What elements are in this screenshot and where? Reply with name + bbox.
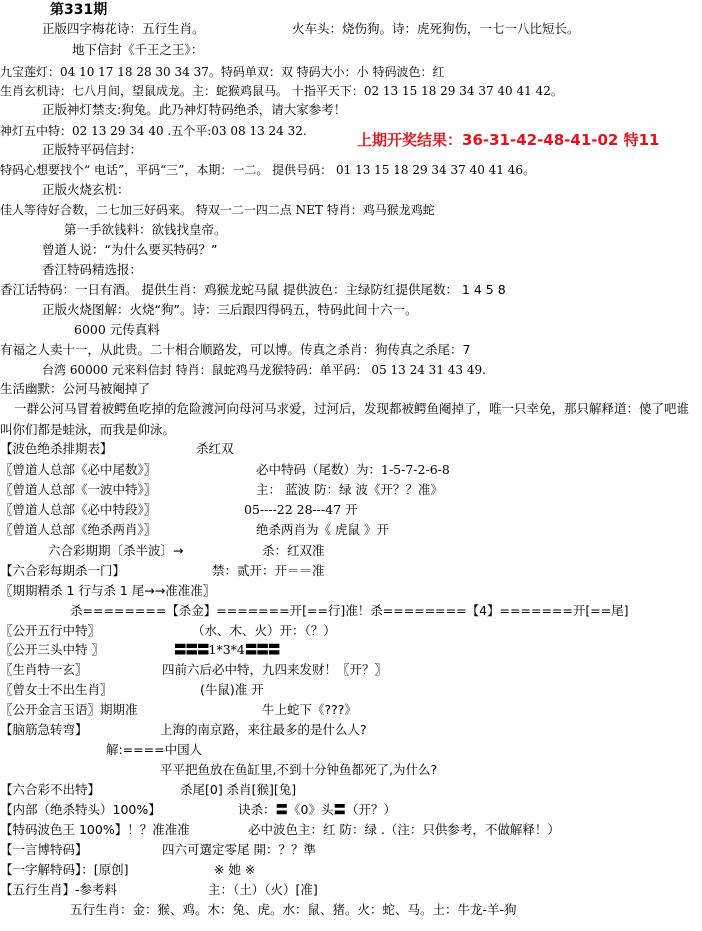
three-heads-value	[174, 641, 702, 659]
no-special-title: 【六合彩不出特】	[0, 782, 101, 797]
beauty-waiting-line: 佳人等待好合数，二七加三好码来。 特双一二一四二点 NET 特肖：鸡马猴龙鸡蛇	[0, 203, 435, 217]
flat-code-envelope-line: 正版特平码信封：	[42, 142, 143, 157]
one-word-title: 【一言博特码】	[0, 842, 88, 857]
ms-zeng-value: (牛鼠)准 开	[200, 682, 264, 697]
first-hand-line: 第一手欲钱料：欲钱找皇帝。	[64, 222, 227, 237]
golden-words-value: 牛上蛇下《???》	[262, 702, 357, 717]
zeng-tail-value: 必中特码（尾数）为：1-5-7-2-6-8	[256, 462, 450, 477]
internal-kill-value: 诀杀：〓《0》头〓（开？）	[238, 802, 396, 817]
zeng-wave-value: 主： 蓝波 防：绿 波《开？？准》	[256, 482, 443, 497]
wave-king-value: 必中波色主：红 防：绿 .（注：只供参考，不做解释！）	[248, 822, 560, 837]
phone-riddle-line: 特码心想要找个“ 电话”，平码“三”，本期：一二。 提供号码： 01 13 15 18 29 34 37 40 41 46。	[0, 163, 536, 177]
zodiac-mystery-title: 〖生肖特一玄〗	[0, 662, 88, 677]
golden-words-title: 〖公开金言玉语〗期期准	[0, 702, 138, 717]
taiwan-envelope-line: 台湾 60000 元来料信封 特肖：鼠蛇鸡马龙猴特码：单平码： 05 13 24 31 43 49.	[42, 363, 486, 377]
precise-kill-value: 杀========【杀金】=======开[==行]准！杀========【4】=======开[==尾]	[70, 603, 629, 618]
internal-kill-title: 【内部（绝杀特头）100%】	[0, 802, 161, 817]
xiangjiang-words-line: 香江话特码：一日有酒。 提供生肖：鸡猴龙蛇马鼠 提供波色：主绿防红提供尾数： 1 4 5 8	[0, 282, 506, 297]
five-zodiac-main: 主：（土）（火）[准]	[208, 882, 318, 897]
block-marks-left: 〓〓〓	[174, 642, 209, 657]
three-heads-digits: 1*3*4	[208, 642, 245, 657]
three-heads-title: 〖公开三头中特 〗	[0, 642, 104, 657]
zodiac-mystery-value: 四前六后必中特，九四来发财！〖开？〗	[162, 662, 388, 677]
brain-teaser-answer: 解:====中国人	[106, 742, 203, 757]
kill-one-door-value: 禁：贰开：开＝＝准	[212, 563, 325, 578]
lotus-lamp-line: 九宝莲灯：04 10 17 18 28 30 34 37。特码单双：双 特码大小：小 特码波色：红	[0, 65, 445, 79]
one-word-value: 四六可選定零尾 開：？？準	[162, 842, 316, 857]
one-char-title: 【一字解特码】：[原创]	[0, 862, 129, 877]
five-zodiac-list: 五行生肖：金：猴、鸡。木：兔、虎。水：鼠、猪。火：蛇、马。土：牛龙-羊-狗	[70, 902, 517, 917]
underground-envelope-line: 地下信封《千王之王》：	[72, 42, 204, 57]
precise-kill-title: 〖期期精杀 1 行与杀 1 尾→→准准准〗	[0, 583, 216, 598]
fire-riddle-title: 正版火烧玄机：	[42, 182, 130, 197]
last-draw-result: 上期开奖结果：36-31-42-48-41-02 特11	[357, 131, 660, 149]
one-char-value: ※ 她 ※	[214, 862, 256, 877]
kill-one-door-title: 【六合彩每期杀一门】	[0, 563, 126, 578]
zeng-tail-title: 〖曾道人总部《必中尾数》〗	[0, 462, 157, 477]
lamp-five-line: 神灯五中特：02 13 29 34 40 .五个平:03 08 13 24 32.	[0, 124, 307, 138]
block-marks-right: 〓〓〓	[244, 642, 280, 657]
zeng-section-title: 〖曾道人总部《必中特段》〗	[0, 502, 157, 517]
half-wave-title: 六合彩期期〔杀半波〕→	[48, 543, 184, 558]
five-elements-value: （水、木、火）开：（？）	[192, 623, 336, 638]
brain-teaser-title: 【脑筋急转弯】	[0, 722, 88, 737]
wave-kill-value: 杀红双	[196, 441, 234, 456]
zodiac-riddle-line: 生肖玄机诗：七八月间，望鼠成龙。主：蛇猴鸡鼠马。 十指平天下：02 13 15 18 29 34 37 40 41 42。	[0, 84, 563, 98]
zeng-section-value: 05----22 28---47 开	[244, 502, 358, 517]
ms-zeng-title: 〖曾女士不出生肖〗	[0, 682, 113, 697]
zeng-kill-title: 〖曾道人总部《绝杀两肖》〗	[0, 522, 157, 537]
train-head-line: 火车头：烧伤狗。诗：虎死狗伤，一七一八比短长。	[292, 21, 580, 36]
humor-story: 一群公河马冒着被鳄鱼吃掉的危险渡河向母河马求爱，过河后，发现都被鳄鱼阉掉了，唯一只幸免，那只解释道：傻了吧谁叫你们都是蛙泳，而我是仰泳。	[0, 401, 690, 437]
lucky-person-line: 有福之人卖十一，从此贵。二十相合顺路发，可以博。传真之杀肖：狗传真之杀尾：7	[0, 342, 471, 357]
humor-title: 生活幽默：公河马被阉掉了	[0, 381, 151, 396]
wave-kill-title: 【波色绝杀排期表】	[0, 441, 113, 456]
issue-title: 第331期	[50, 2, 108, 18]
fish-riddle: 平平把鱼放在鱼缸里,不到十分钟鱼都死了,为什么?	[160, 762, 438, 777]
zeng-says-line: 曾道人说：“为什么要买特码？”	[42, 242, 218, 257]
half-wave-value: 杀：红双准	[262, 543, 325, 558]
fax-material-title: 6000 元传真料	[74, 322, 160, 337]
zeng-wave-title: 〖曾道人总部《一波中特》〗	[0, 482, 157, 497]
five-elements-title: 〖公开五行中特〗	[0, 623, 101, 638]
fire-diagram-line: 正版火烧图解：火烧“狗”。诗：三后跟四得码五，特码此间十六一。	[42, 302, 418, 317]
zeng-kill-value: 绝杀两肖为《 虎鼠 》开	[256, 522, 389, 537]
xiangjiang-title: 香江特码精选报：	[42, 262, 143, 277]
five-zodiac-title: 【五行生肖】-参考料	[0, 882, 118, 897]
brain-teaser-question: 上海的南京路，来往最多的是什么人?	[160, 722, 367, 737]
plum-poem-line: 正版四字梅花诗：五行生肖。	[42, 21, 205, 36]
wave-king-title: 【特码波色王 100%】！？准准准	[0, 822, 190, 837]
lamp-ban-line: 正版神灯禁支:狗兔。此乃神灯特码绝杀，请大家参考！	[42, 102, 347, 117]
no-special-value: 杀尾[0] 杀肖[猴][兔]	[180, 782, 297, 797]
